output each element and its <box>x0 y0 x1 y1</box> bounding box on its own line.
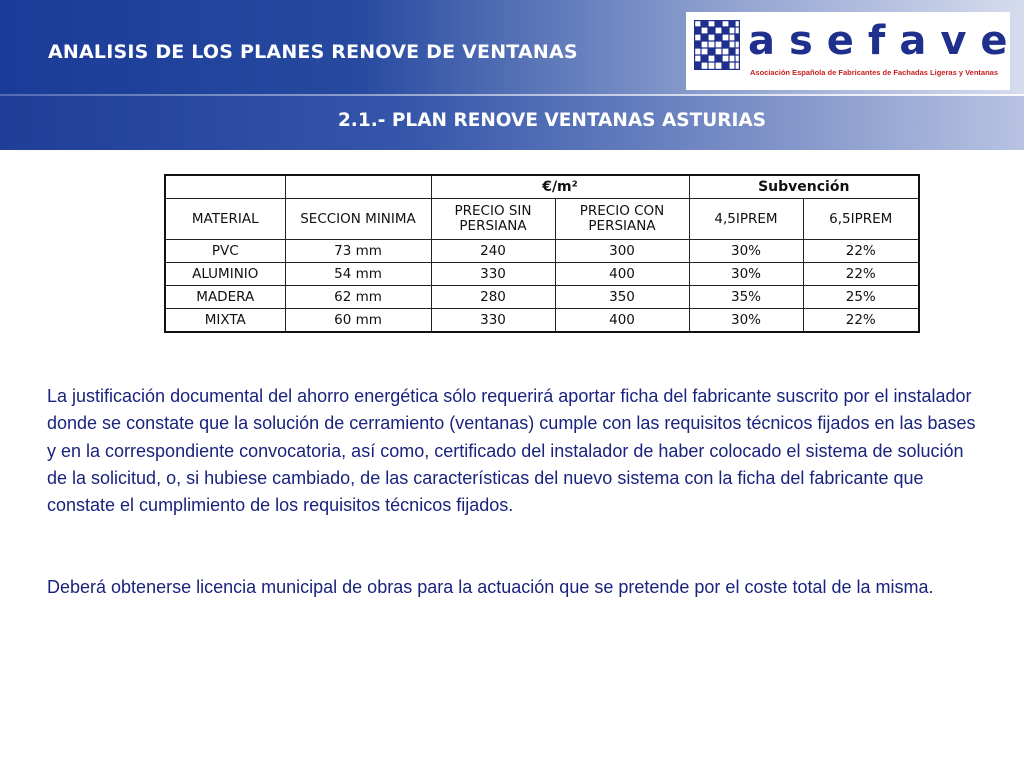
table-cell: 280 <box>431 286 555 309</box>
price-group-header: €/m² <box>431 175 689 199</box>
table-cell: 25% <box>803 286 919 309</box>
table-cell: 240 <box>431 240 555 263</box>
table-empty-cell <box>285 175 431 199</box>
table-cell: 400 <box>555 263 689 286</box>
logo-wordmark: asefave <box>748 18 1022 64</box>
column-header: SECCION MINIMA <box>285 199 431 240</box>
table-cell: 22% <box>803 263 919 286</box>
table-cell: 30% <box>689 240 803 263</box>
table-cell: ALUMINIO <box>165 263 285 286</box>
column-header: PRECIO CON PERSIANA <box>555 199 689 240</box>
table-cell: 30% <box>689 309 803 333</box>
page-title: ANALISIS DE LOS PLANES RENOVE DE VENTANAS <box>48 41 578 63</box>
table-cell: 350 <box>555 286 689 309</box>
table-row <box>165 309 919 333</box>
table-cell: 35% <box>689 286 803 309</box>
renove-table <box>164 174 920 333</box>
table-cell: 60 mm <box>285 309 431 333</box>
table-cell: 30% <box>689 263 803 286</box>
table-cell: 62 mm <box>285 286 431 309</box>
table-cell: MADERA <box>165 286 285 309</box>
logo-grid-icon <box>694 20 740 70</box>
table-cell: 400 <box>555 309 689 333</box>
logo-tagline: Asociación Española de Fabricantes de Fachadas Ligeras y Ventanas <box>750 68 999 77</box>
table-cell: 54 mm <box>285 263 431 286</box>
column-header: PRECIO SIN PERSIANA <box>431 199 555 240</box>
subsidy-group-header: Subvención <box>689 175 919 199</box>
table-cell: MIXTA <box>165 309 285 333</box>
table-row <box>165 240 919 263</box>
header-divider <box>0 94 1024 96</box>
column-header: MATERIAL <box>165 199 285 240</box>
table-row <box>165 263 919 286</box>
section-title: 2.1.- PLAN RENOVE VENTANAS ASTURIAS <box>337 110 766 131</box>
justification-paragraph: La justificación documental del ahorro energética sólo requerirá aportar ficha del fabricante suscrito por el instalador donde se constate que la solución de cerramiento (ventanas) cumple con las requisitos técnicos fijados en las bases y en la correspondiente convocatoria, así como, certificado del instalador de haber colocado el sistema de solución de la solicitud, o, si hubiese cambiado, de las características del nuevo sistema con la ficha del fabricante que constate el cumplimiento de los requisitos técnicos fijados. <box>47 386 976 516</box>
column-header: 4,5IPREM <box>689 199 803 240</box>
table-cell: 300 <box>555 240 689 263</box>
table-cell: PVC <box>165 240 285 263</box>
table-empty-cell <box>165 175 285 199</box>
license-paragraph: Deberá obtenerse licencia municipal de obras para la actuación que se pretende por el coste total de la misma. <box>47 577 934 597</box>
table-cell: 330 <box>431 309 555 333</box>
asefave-logo <box>686 12 1022 90</box>
table-group-header-row <box>165 175 919 199</box>
table-cell: 22% <box>803 309 919 333</box>
table-row <box>165 286 919 309</box>
table-column-header-row <box>165 199 919 240</box>
column-header: 6,5IPREM <box>803 199 919 240</box>
table-cell: 22% <box>803 240 919 263</box>
table-cell: 330 <box>431 263 555 286</box>
table-cell: 73 mm <box>285 240 431 263</box>
